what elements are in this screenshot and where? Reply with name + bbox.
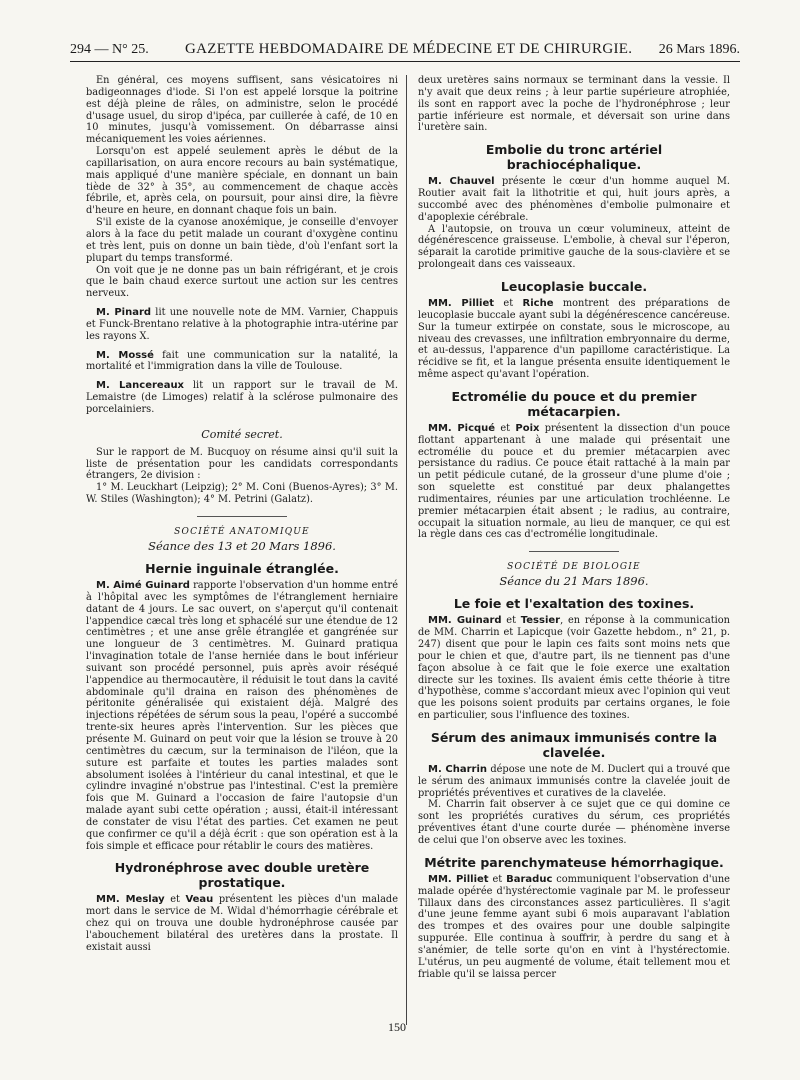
chauvel-paragraph <box>418 176 730 223</box>
comite-secret-heading: Comité secret. <box>201 427 283 441</box>
paragraph-text: lit un rapport sur le travail de M. Lemaistre (de Limoges) relatif à la sclérose pulmonaire des porcelainiers. <box>86 380 398 415</box>
article-title: Métrite parenchymateuse hémorrhagique. <box>424 854 724 870</box>
speaker-name: M. Mossé <box>96 349 154 361</box>
header-journal-title: GAZETTE HEBDOMADAIRE DE MÉDECINE ET DE CHIRURGIE. <box>185 41 633 57</box>
header-date: 26 Mars 1896. <box>658 42 740 57</box>
paragraph: S'il existe de la cyanose anoxémique, je conseille d'envoyer alors à la face du petit malade un courant d'oxygène continu et très lent, puis on donne un bain tiède, d'où l'enfant sort la plupart du temps transformé. <box>86 217 398 264</box>
article-title: Embolie du tronc artériel brachiocéphalique. <box>485 142 663 173</box>
article-title: Sérum des animaux immunisés contre la clavelée. <box>430 729 718 760</box>
speaker-name: M. Charrin <box>428 763 488 775</box>
page-number: 150 <box>388 1020 406 1034</box>
left-column <box>86 75 398 1025</box>
session-date: Séance des 13 et 20 Mars 1896. <box>148 539 336 553</box>
conjunction: et <box>501 615 521 627</box>
charrin-paragraph <box>418 764 730 800</box>
paragraph-text: présentent la dissection d'un pouce flottant appartenant à une malade qui présentait une ectromélie du pouce et du premier métacarpien avec persistance du radius. Ce pouce était rattaché à la main par un petit pédicule cutané, de la grosseur d'une plume d'oie ; son squelette est constitué par deux phalangettes rudimentaires, réunies par une articulation trochléenne. Le premier métacarpien était absent ; le radius, au contraire, occupait la situation normale, au lieu de manquer, ce qui est la règle dans ces cas d'ectromélie longitudinale. <box>418 422 730 541</box>
society-heading: SOCIÉTÉ DE BIOLOGIE <box>507 562 641 573</box>
paragraph-text: lit une nouvelle note de MM. Varnier, Chappuis et Funck-Brentano relative à la photographie intra-utérine par les rayons X. <box>86 307 398 342</box>
mosse-paragraph <box>86 350 398 374</box>
paragraph-text: , en réponse à la communication de MM. Charrin et Lapicque (voir Gazette hebdom., n° 21, p. 247) disent que pour le lapin ces faits sont moins nets que pour le chien et que, d'autre part, ils ne tiennent pas d'une façon absolue à ce fait que le foie exerce une exaltation directe sur les toxines. Ils avaient émis cette théorie à titre d'hypothèse, comme s'accordant mieux avec l'opinion qui veut que les poisons soient produits par certains organes, le foie en particulier, sous l'influence des toxines. <box>418 615 730 722</box>
conjunction: et <box>488 873 507 885</box>
article-title: Ectromélie du pouce et du premier métacarpien. <box>451 388 697 419</box>
conjunction: et <box>494 297 523 309</box>
paragraph: deux uretères sains normaux se terminant dans la vessie. Il n'y avait que deux reins ; à leur partie supérieure atrophiée, ils sont en rapport avec la poche de l'hydronéphrose ; leur partie inférieure est normale, et déversait son urine dans l'uretère sain. <box>418 75 730 134</box>
paragraph-text: présente le cœur d'un homme auquel M. Routier avait fait la lithotritie et qui, huit jours après, a succombé avec des phénomènes d'embolie pulmonaire et d'apoplexie cérébrale. <box>418 176 730 223</box>
header-page-issue: 294 — N° 25. <box>70 42 149 57</box>
guinard-tessier-paragraph <box>418 615 730 722</box>
right-column <box>418 75 730 1025</box>
session-date: Séance du 21 Mars 1896. <box>499 574 649 589</box>
column-divider <box>406 75 407 1025</box>
paragraph-text: dépose une note de M. Duclert qui a trouvé que le sérum des animaux immunisés contre la clavelée jouit de propriétés préventives et curatives de la clavelée. <box>418 763 730 799</box>
article-title: Leucoplasie buccale. <box>500 278 648 294</box>
article-title: Hydronéphrose avec double uretère prostatique. <box>114 860 370 891</box>
paragraph-text: communiquent l'observation d'une malade opérée d'hystérectomie vaginale par M. le professeur Tillaux dans des circonstances assez particulières. Il s'agit d'une jeune femme ayant subi 6 mois auparavant l'ablation des trompes et des ovaires pour une double salpingite suppurée. Elle continua à souffrir, à perdre du sang et à s'anémier, de telle sorte qu'on en vint à l'hystérectomie. L'utérus, un peu augmenté de volume, était tellement mou et friable qu'il se laissa percer <box>418 873 730 980</box>
pilliet-baraduc-paragraph <box>418 874 730 981</box>
speaker-name: MM. Guinard <box>428 615 502 627</box>
article-title: Hernie inguinale étranglée. <box>145 561 339 576</box>
paragraph: On voit que je ne donne pas un bain réfrigérant, et je crois que le bain chaud exerce surtout une action sur les centres nerveux. <box>86 264 398 300</box>
society-heading: SOCIÉTÉ ANATOMIQUE <box>174 527 310 537</box>
speaker-name: M. Chauvel <box>428 176 495 188</box>
section-divider <box>529 551 619 552</box>
paragraph: Sur le rapport de M. Bucquoy on résume ainsi qu'il suit la liste de présentation pour les candidats correspondants étrangers, 2e division : <box>86 446 398 482</box>
speaker-name: M. Aimé Guinard <box>96 580 190 591</box>
meslay-paragraph <box>86 894 398 953</box>
paragraph-text: montrent des préparations de leucoplasie buccale ayant subi la dégénérescence cancéreuse. Sur la tumeur extirpée on constate, sous le microscope, au niveau des crevasses, une infiltration embryonnaire du derme, et au-dessus, l'apparence d'un papillome caractéristique. La récidive se fit, et la langue présenta ensuite identiquement le même aspect qu'avant l'opération. <box>418 297 730 381</box>
speaker-name: Poix <box>515 422 540 434</box>
paragraph: M. Charrin fait observer à ce sujet que ce qui domine ce sont les propriétés curatives du sérum, ces propriétés préventives étant d'une courte durée — phénomène inverse de celui que l'on observe avec les toxines. <box>418 799 730 846</box>
picque-poix-paragraph <box>418 423 730 541</box>
section-divider <box>197 516 287 517</box>
pinard-paragraph <box>86 307 398 343</box>
lancereaux-paragraph <box>86 380 398 416</box>
speaker-name: MM. Picqué <box>428 422 496 434</box>
article-title: Le foie et l'exaltation des toxines. <box>453 596 695 612</box>
paragraph: A l'autopsie, on trouva un cœur volumineux, atteint de dégénérescence graisseuse. L'embolie, à cheval sur l'éperon, séparait la carotide primitive gauche de la sous-clavière et se prolongeait dans ces vaisseaux. <box>418 223 730 271</box>
conjunction: et <box>164 894 186 906</box>
paragraph-text: fait une communication sur la natalité, la mortalité et l'immigration dans la ville de Toulouse. <box>86 349 398 373</box>
speaker-name: Veau <box>185 894 214 906</box>
paragraph: Lorsqu'on est appelé seulement après le début de la capillarisation, on aura encore recours au bain systématique, mais appliqué d'une manière spéciale, en donnant un bain tiède de 32° à 35°, au commencement de chaque accès fébrile, et, après cela, on poursuit, pour ainsi dire, la fièvre d'heure en heure, en donnant chaque fois un bain. <box>86 146 398 217</box>
speaker-name: MM. Meslay <box>96 894 165 906</box>
pilliet-riche-paragraph <box>418 298 730 381</box>
paragraph-text: présentent les pièces d'un malade mort dans le service de M. Widal d'hémorrhagie cérébrale et chez qui on trouva une double hydronéphrose causée par l'abouchement bilatéral des uretères dans la prostate. Il existait aussi <box>86 894 398 953</box>
speaker-name: Baraduc <box>506 873 553 885</box>
conjunction: et <box>495 422 516 434</box>
running-header <box>70 40 740 62</box>
paragraph: 1° M. Leuckhart (Leipzig); 2° M. Coni (Buenos-Ayres); 3° M. W. Stiles (Washington); 4° M. Petrini (Galatz). <box>86 482 398 506</box>
speaker-name: Riche <box>522 297 554 309</box>
speaker-name: MM. Pilliet <box>428 297 495 309</box>
guinard-paragraph <box>86 580 398 852</box>
speaker-name: MM. Pilliet <box>428 873 489 885</box>
speaker-name: Tessier <box>520 615 561 627</box>
paragraph: En général, ces moyens suffisent, sans vésicatoires ni badigeonnages d'iode. Si l'on est appelé lorsque la poitrine est déjà pleine de râles, on administre, selon le procédé d'usage usuel, du sirop d'ipéca, par cuillerée à café, de 10 en 10 minutes, jusqu'à vomissement. On débarrasse ainsi mécaniquement les voies aériennes. <box>86 75 398 146</box>
paragraph-text: rapporte l'observation d'un homme entré à l'hôpital avec les symptômes de l'étranglement herniaire datant de 4 jours. Le sac ouvert, on s'aperçut qu'il contenait l'appendice cæcal très long et sphacélé sur une étendue de 12 centimètres ; et une anse grêle étranglée et gangrénée sur une longueur de 3 centimètres. M. Guinard pratiqua l'invagination totale de l'anse herniée dans le bout inférieur suivant son procédé personnel, puis après avoir réséqué l'appendice au thermocautère, il réduisit le tout dans la cavité abdominale qu'il draina en raison des phénomènes de péritonite généralisée qui existaient déjà. Malgré des injections répétées de sérum sous la peau, l'opéré a succombé trente-six heures après l'intervention. Sur les pièces que présente M. Guinard on peut voir que la lésion se trouve à 20 centimètres du cæcum, sur la terminaison de l'iléon, que la suture est parfaite et toutes les parties malades sont absolument isolées à l'intérieur du canal intestinal, et que le cylindre invaginé n'obstrue pas l'intestinal. C'est la première fois que M. Guinard a l'occasion de faire l'autopsie d'un malade ayant subi cette opération ; aussi, était-il intéressant de constater de visu l'état des parties. Cet examen ne peut que confirmer ce qu'il a déjà écrit : que son opération est à la fois simple et efficace pour rétablir le cours des matières. <box>86 580 398 852</box>
speaker-name: M. Lancereaux <box>96 380 185 392</box>
speaker-name: M. Pinard <box>96 307 152 319</box>
